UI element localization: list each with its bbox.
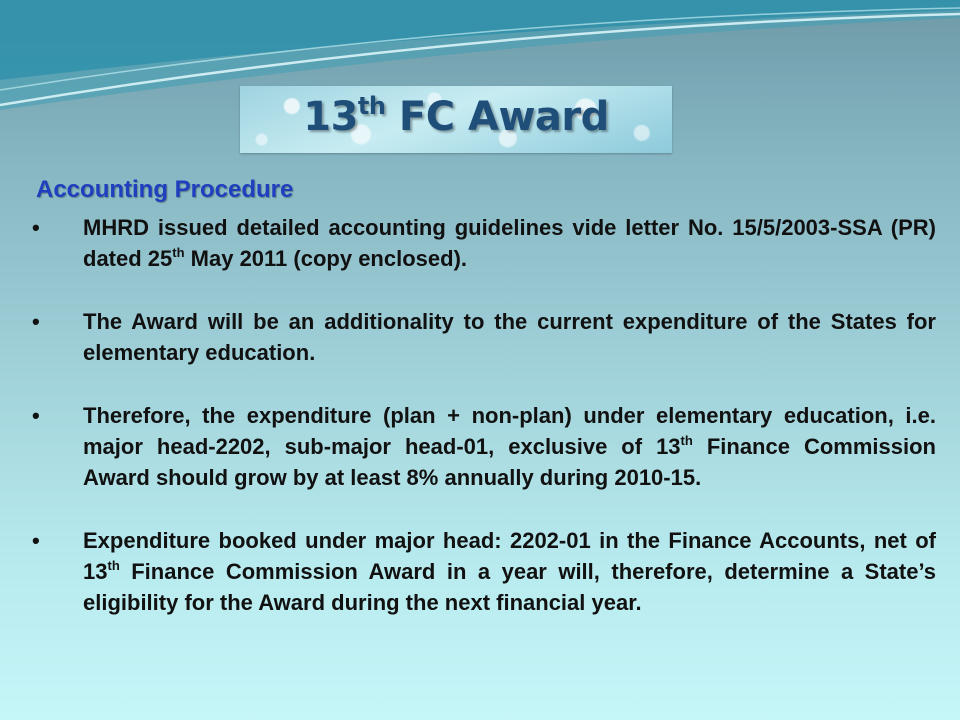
bullet-item [32,306,936,368]
bullet-list [32,212,936,650]
bullet-dot: • [32,309,40,334]
slide-title [240,92,672,140]
title-banner [240,86,672,153]
bullet-dot: • [32,403,40,428]
bullet-text: Finance Commission Award in a year will, therefore, determine a State’s eligibility for the Award during the next financial year. [83,559,936,615]
bullet-text: The Award will be an additionality to the current expenditure of the States for elementary education. [83,309,936,365]
superscript: th [107,558,120,573]
bullet-text: Therefore, the expenditure (plan + non-plan) under elementary education, i.e. major head-2202, sub-major head-01, exclusive of 13 [83,403,936,459]
title-number: 13 [303,94,358,140]
title-superscript: th [357,92,386,120]
superscript: th [680,433,693,448]
bullet-text: Finance Commission Award should grow by at least 8% annually during 2010-15. [83,434,936,490]
title-rest: FC Award [385,94,609,140]
bullet-text: MHRD issued detailed accounting guidelines vide letter No. 15/5/2003-SSA (PR) dated 25 [83,215,936,271]
bullet-dot: • [32,528,40,553]
bullet-dot: • [32,215,40,240]
bullet-text: May 2011 (copy enclosed). [184,246,468,271]
bullet-item [32,525,936,618]
bullet-item [32,400,936,493]
bullet-text: Expenditure booked under major head: 2202-01 in the Finance Accounts, net of 13 [83,528,936,584]
bullet-item [32,212,936,274]
superscript: th [172,245,185,260]
section-heading: Accounting Procedure [36,176,294,203]
